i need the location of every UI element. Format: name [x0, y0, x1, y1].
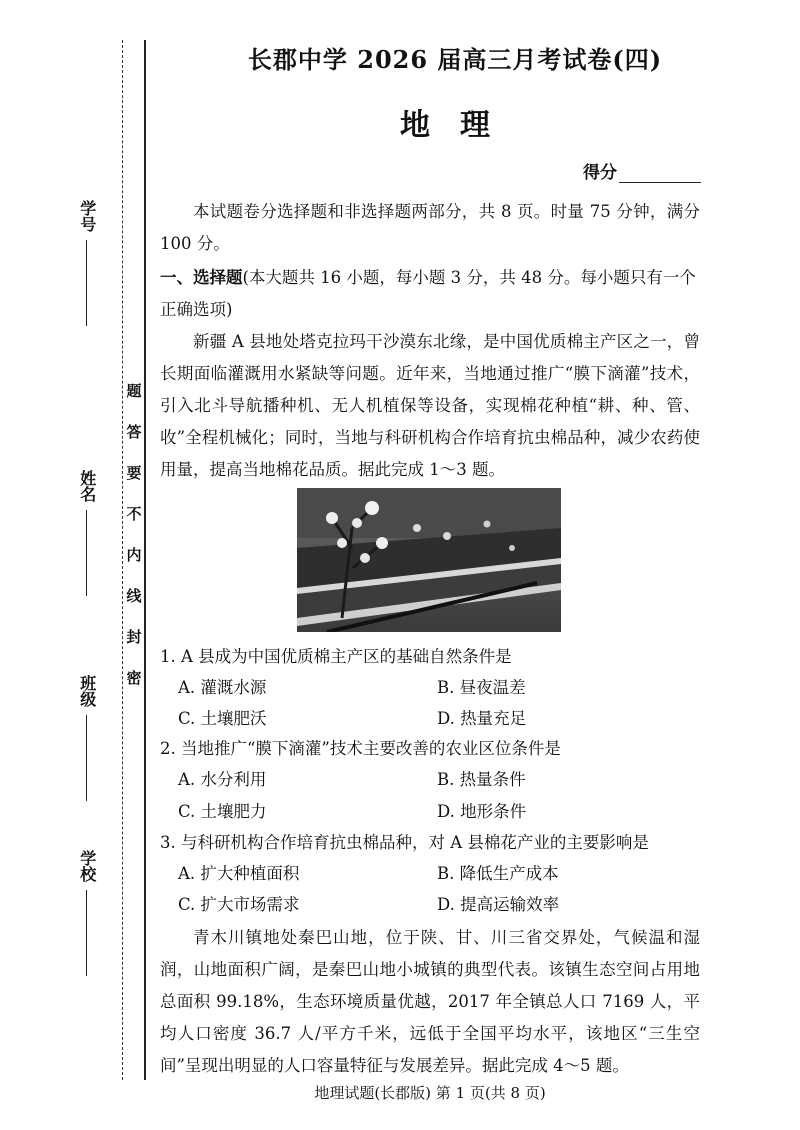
- seal-char: 不: [126, 505, 142, 523]
- student-id-blank[interactable]: [86, 240, 87, 326]
- question-2-stem: 2. 当地推广“膜下滴灌”技术主要改善的农业区位条件是: [160, 739, 561, 758]
- binding-margin: [0, 0, 160, 1130]
- q3-option-b[interactable]: B. 降低生产成本: [437, 864, 559, 883]
- section-title: 一、选择题: [160, 268, 243, 287]
- q3-option-d[interactable]: D. 提高运输效率: [437, 895, 560, 914]
- school-label: 学校: [77, 850, 97, 882]
- seal-char: 线: [126, 587, 142, 605]
- q3-option-c[interactable]: C. 扩大市场需求: [178, 895, 300, 914]
- exam-series-title: 长郡中学 2026 届高三月考试卷(四): [247, 45, 663, 74]
- score-field[interactable]: [583, 158, 701, 183]
- q2-option-a[interactable]: A. 水分利用: [178, 770, 267, 789]
- section-note: (本大题共 16 小题，每小题 3 分，共 48 分。每小题只有一个正确选项): [160, 268, 696, 319]
- q2-option-b[interactable]: B. 热量条件: [437, 770, 526, 789]
- seal-char: 要: [126, 464, 142, 482]
- seal-char: 答: [126, 423, 142, 441]
- student-id-label: 学号: [77, 200, 97, 232]
- class-blank[interactable]: [86, 715, 87, 801]
- q1-option-c[interactable]: C. 土壤肥沃: [178, 709, 267, 728]
- question-3-stem: 3. 与科研机构合作培育抗虫棉品种，对 A 县棉花产业的主要影响是: [160, 833, 649, 852]
- seal-line: [144, 40, 146, 1080]
- name-field[interactable]: [76, 470, 97, 596]
- class-field[interactable]: [76, 675, 97, 801]
- q3-option-a[interactable]: A. 扩大种植面积: [178, 864, 300, 883]
- question-1-stem: 1. A 县成为中国优质棉主产区的基础自然条件是: [160, 647, 512, 666]
- passage-1: 新疆 A 县地处塔克拉玛干沙漠东北缘，是中国优质棉主产区之一，曾长期面临灌溉用水紧缺等问题。近年来，当地通过推广“膜下滴灌”技术，引入北斗导航播种机、无人机植保等设备，实现棉花种植“耕、种、管、收”全程机械化；同时，当地与科研机构合作培育抗虫棉品种，减少农药使用量，提高当地棉花品质。据此完成 1～3 题。: [160, 332, 700, 479]
- passage-2: 青木川镇地处秦巴山地，位于陕、甘、川三省交界处，气候温和湿润，山地面积广阔，是秦巴山地小城镇的典型代表。该镇生态空间占用地总面积 99.18%，生态环境质量优越，2017 年全镇总人口 7169 人，平均人口密度 36.7 人/平方千米，远低于全国平均水平，该地区“三生空间”呈现出明显的人口容量特征与发展差异。据此完成 4～5 题。: [160, 928, 700, 1075]
- seal-char: 内: [126, 546, 142, 564]
- seal-warning: [124, 380, 144, 688]
- student-id-field[interactable]: [76, 200, 97, 326]
- q1-option-a[interactable]: A. 灌溉水源: [178, 678, 267, 697]
- intro-text: 本试题卷分选择题和非选择题两部分，共 8 页。时量 75 分钟，满分 100 分。: [160, 202, 700, 253]
- section-heading: [160, 262, 700, 326]
- q2-option-c[interactable]: C. 土壤肥力: [178, 802, 267, 821]
- school-blank[interactable]: [86, 890, 87, 976]
- seal-char: 封: [126, 628, 142, 646]
- seal-char: 题: [126, 382, 142, 400]
- q2-option-d[interactable]: D. 地形条件: [437, 802, 527, 821]
- score-blank[interactable]: [619, 164, 701, 183]
- name-label: 姓名: [77, 470, 97, 502]
- subject-title: 地理: [400, 108, 520, 143]
- seal-char: 密: [126, 669, 142, 687]
- cut-line: [122, 40, 123, 1080]
- school-field[interactable]: [76, 850, 97, 976]
- class-label: 班级: [77, 675, 97, 707]
- q1-option-b[interactable]: B. 昼夜温差: [437, 678, 526, 697]
- page-footer: 地理试题(长郡版) 第 1 页(共 8 页): [314, 1084, 546, 1102]
- score-label: 得分: [583, 163, 617, 183]
- q1-option-d[interactable]: D. 热量充足: [437, 709, 527, 728]
- cotton-field-photo: [297, 488, 561, 632]
- name-blank[interactable]: [86, 510, 87, 596]
